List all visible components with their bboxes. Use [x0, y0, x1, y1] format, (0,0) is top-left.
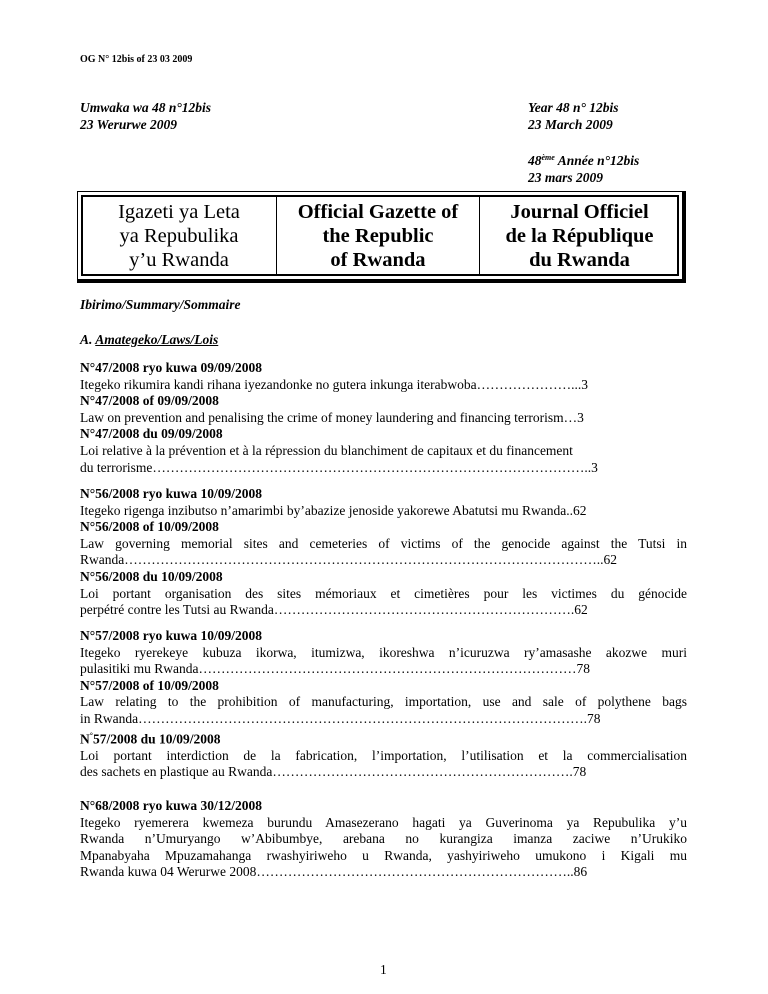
- summary-heading: Ibirimo/Summary/Sommaire: [80, 297, 241, 312]
- entry-heading: N°47/2008 du 09/09/2008: [80, 426, 223, 442]
- title-kinyarwanda: Igazeti ya Leta ya Repubulika y’u Rwanda: [118, 200, 240, 271]
- entry-title[interactable]: Rwanda n’Umuryango w’Abibumbye, arebana no kurangiza imanza zaciwe n’Urukiko: [80, 831, 687, 847]
- entry-title[interactable]: Rwanda kuwa 04 Werurwe 2008……………………………………………………………..86: [80, 864, 588, 880]
- gazette-title-box: [77, 191, 686, 283]
- entry-title[interactable]: Loi portant organisation des sites mémoriaux et cimetières pour les victimes du génocide: [80, 585, 687, 601]
- issue-rw-line1: Umwaka wa 48 n°12bis: [80, 100, 212, 115]
- issue-en-line1: Year 48 n° 12bis: [528, 100, 619, 115]
- entry-heading: N°57/2008 ryo kuwa 10/09/2008: [80, 628, 263, 643]
- issue-english: [528, 99, 619, 133]
- entry-title[interactable]: in Rwanda……………………………………………………………………………………….78: [80, 710, 601, 726]
- entry-title[interactable]: Itegeko rikumira kandi rihana iyezandonke no gutera inkunga iterabwoba…………………...3: [80, 376, 588, 392]
- entry-title[interactable]: Law governing memorial sites and cemeteries of victims of the genocide against the Tutsi in: [80, 535, 687, 551]
- entry-title[interactable]: des sachets en plastique au Rwanda………………………………………………………….78: [80, 764, 587, 780]
- title-divider: [276, 196, 277, 275]
- entry-title[interactable]: perpétré contre les Tutsi au Rwanda………………………………………………………….62: [80, 602, 588, 618]
- entry-title[interactable]: Mpanabyaha Mpuzamahanga rwashyiriweho u Rwanda, yashyiriweho umukono i Kigali mu: [80, 847, 687, 863]
- entry-heading: N°56/2008 of 10/09/2008: [80, 519, 219, 535]
- entry-heading: N°56/2008 ryo kuwa 10/09/2008: [80, 486, 263, 501]
- entry-title[interactable]: pulasitiki mu Rwanda…………………………………………………………………………78: [80, 661, 590, 677]
- toc-entry: [80, 798, 687, 881]
- section-heading: A. Amategeko/Laws/Lois: [80, 332, 219, 347]
- entry-title[interactable]: Itegeko ryemerera kwemeza burundu Amasezerano hagati ya Guverinoma ya Repubulika y’u: [80, 814, 687, 830]
- issue-fr-line2: 23 mars 2009: [528, 170, 604, 185]
- title-english: Official Gazette of the Republic of Rwanda: [297, 200, 459, 271]
- entry-heading: N°47/2008 of 09/09/2008: [80, 393, 219, 409]
- entry-heading: N°57/2008 du 10/09/2008: [80, 730, 221, 747]
- toc-entry: [80, 628, 687, 781]
- entry-heading: N°56/2008 du 10/09/2008: [80, 568, 223, 584]
- issue-fr-line1: 48ème Année n°12bis: [528, 153, 640, 168]
- issue-kinyarwanda: [80, 99, 211, 133]
- issue-rw-line2: 23 Werurwe 2009: [80, 117, 178, 132]
- entry-title[interactable]: du terrorisme……………………………………………………………………………………..3: [80, 459, 598, 475]
- page-number: 1: [380, 962, 387, 977]
- entry-title[interactable]: Itegeko rigenga inzibutso n’amarimbi by’abazize jenoside yakorewe Abatutsi mu Rwanda..62: [80, 502, 587, 518]
- entry-heading: N°47/2008 ryo kuwa 09/09/2008: [80, 360, 263, 375]
- entry-title[interactable]: Loi portant interdiction de la fabrication, l’importation, l’utilisation et la commercialisation: [80, 747, 687, 763]
- entry-heading: N°57/2008 of 10/09/2008: [80, 677, 219, 693]
- title-divider: [479, 196, 480, 275]
- gazette-reference: OG N° 12bis of 23 03 2009: [80, 54, 193, 65]
- entry-title[interactable]: Law on prevention and penalising the crime of money laundering and financing terrorism…3: [80, 409, 584, 425]
- toc-entry: [80, 486, 687, 619]
- issue-french: [528, 149, 639, 186]
- title-french: Journal Officiel de la République du Rwanda: [505, 200, 654, 271]
- entry-title[interactable]: Law relating to the prohibition of manufacturing, importation, use and sale of polythene bags: [80, 694, 687, 710]
- toc-entry: [80, 360, 687, 476]
- entry-title[interactable]: Rwanda……………………………………………………………………………………………..62: [80, 552, 617, 568]
- entry-heading: N°68/2008 ryo kuwa 30/12/2008: [80, 798, 263, 813]
- entry-title[interactable]: Itegeko ryerekeye kubuza ikorwa, itumizwa, ikoreshwa n’icuruzwa ry’amasashe akozwe muri: [80, 644, 687, 660]
- entry-title[interactable]: Loi relative à la prévention et à la répression du blanchiment de capitaux et du financement: [80, 442, 573, 458]
- issue-en-line2: 23 March 2009: [528, 117, 613, 132]
